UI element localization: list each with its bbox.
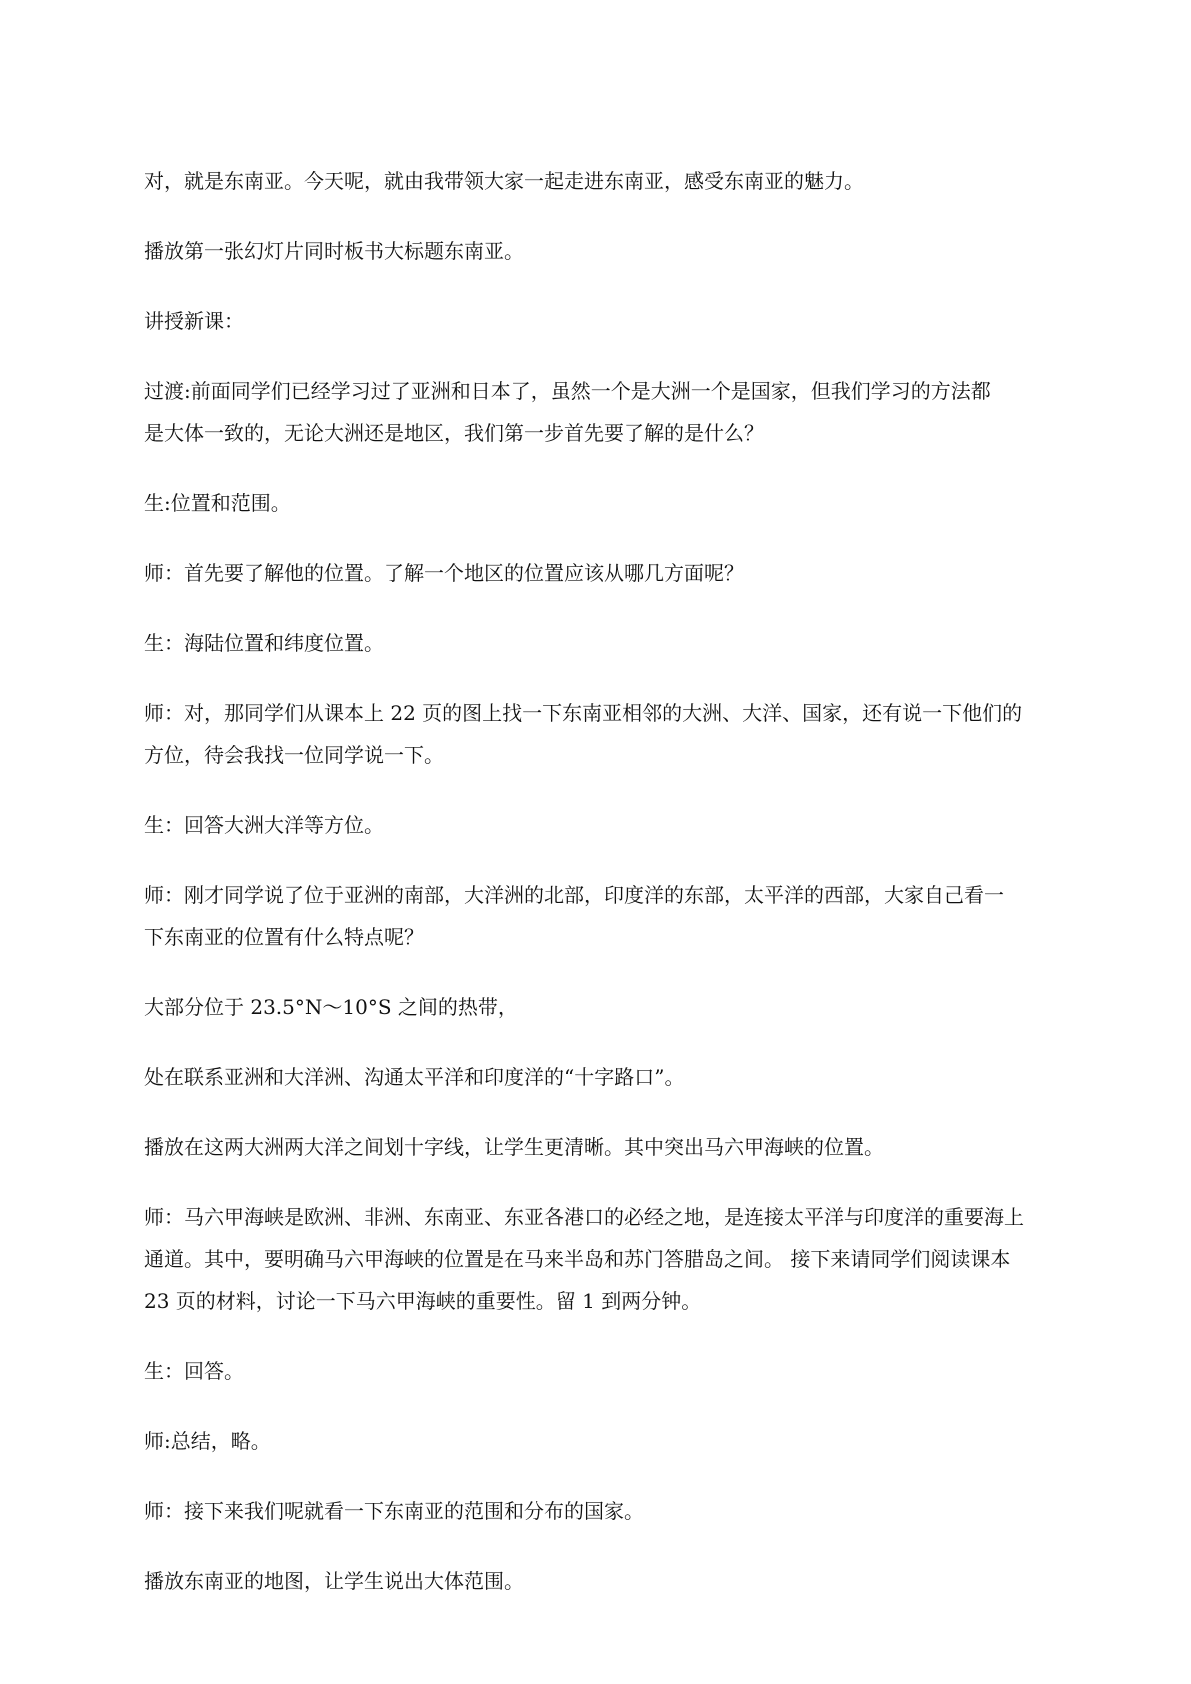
paragraph: [144, 1560, 1064, 1602]
paragraph: [144, 160, 1064, 202]
text-line: 师：刚才同学说了位于亚洲的南部，大洋洲的北部，印度洋的东部，太平洋的西部，大家自己看一: [144, 883, 1004, 907]
text-line: 师：首先要了解他的位置。了解一个地区的位置应该从哪几方面呢？: [144, 561, 744, 585]
text-line: 师:总结，略。: [144, 1429, 271, 1453]
text-line: 大部分位于 23.5°N～10°S 之间的热带，: [144, 995, 518, 1019]
text-line: 播放东南亚的地图，让学生说出大体范围。: [144, 1569, 524, 1593]
text-line: 生:位置和范围。: [144, 491, 291, 515]
paragraph: [144, 230, 1064, 272]
paragraph: [144, 1420, 1064, 1462]
text-line: 师：马六甲海峡是欧洲、非洲、东南亚、东亚各港口的必经之地，是连接太平洋与印度洋的重要海上: [144, 1205, 1024, 1229]
text-line: 方位，待会我找一位同学说一下。: [144, 743, 444, 767]
paragraph: [144, 622, 1064, 664]
text-line: 播放在这两大洲两大洋之间划十字线，让学生更清晰。其中突出马六甲海峡的位置。: [144, 1135, 884, 1159]
paragraph: [144, 552, 1064, 594]
text-line: 对，就是东南亚。今天呢，就由我带领大家一起走进东南亚，感受东南亚的魅力。: [144, 169, 864, 193]
paragraph: [144, 874, 1064, 958]
text-line: 下东南亚的位置有什么特点呢？: [144, 925, 424, 949]
text-line: 23 页的材料，讨论一下马六甲海峡的重要性。留 1 到两分钟。: [144, 1289, 702, 1313]
paragraph: [144, 1350, 1064, 1392]
paragraph: [144, 300, 1064, 342]
text-line: 讲授新课：: [144, 309, 244, 333]
text-line: 生：回答大洲大洋等方位。: [144, 813, 384, 837]
text-line: 处在联系亚洲和大洋洲、沟通太平洋和印度洋的“十字路口”。: [144, 1065, 685, 1089]
paragraph: [144, 1126, 1064, 1168]
paragraph: [144, 1196, 1064, 1322]
paragraph: [144, 1490, 1064, 1532]
paragraph: [144, 692, 1064, 776]
paragraph: [144, 1056, 1064, 1098]
paragraph: [144, 482, 1064, 524]
text-line: 通道。其中，要明确马六甲海峡的位置是在马来半岛和苏门答腊岛之间。 接下来请同学们阅读课本: [144, 1247, 1011, 1271]
text-line: 播放第一张幻灯片同时板书大标题东南亚。: [144, 239, 524, 263]
text-line: 生：回答。: [144, 1359, 244, 1383]
text-line: 生：海陆位置和纬度位置。: [144, 631, 384, 655]
paragraph: [144, 986, 1064, 1028]
text-line: 是大体一致的，无论大洲还是地区，我们第一步首先要了解的是什么？: [144, 421, 764, 445]
document-body: [144, 160, 1064, 1630]
text-line: 师：接下来我们呢就看一下东南亚的范围和分布的国家。: [144, 1499, 644, 1523]
paragraph: [144, 370, 1064, 454]
paragraph: [144, 804, 1064, 846]
text-line: 过渡:前面同学们已经学习过了亚洲和日本了，虽然一个是大洲一个是国家，但我们学习的方法都: [144, 379, 991, 403]
text-line: 师：对，那同学们从课本上 22 页的图上找一下东南亚相邻的大洲、大洋、国家，还有说一下他们的: [144, 701, 1023, 725]
